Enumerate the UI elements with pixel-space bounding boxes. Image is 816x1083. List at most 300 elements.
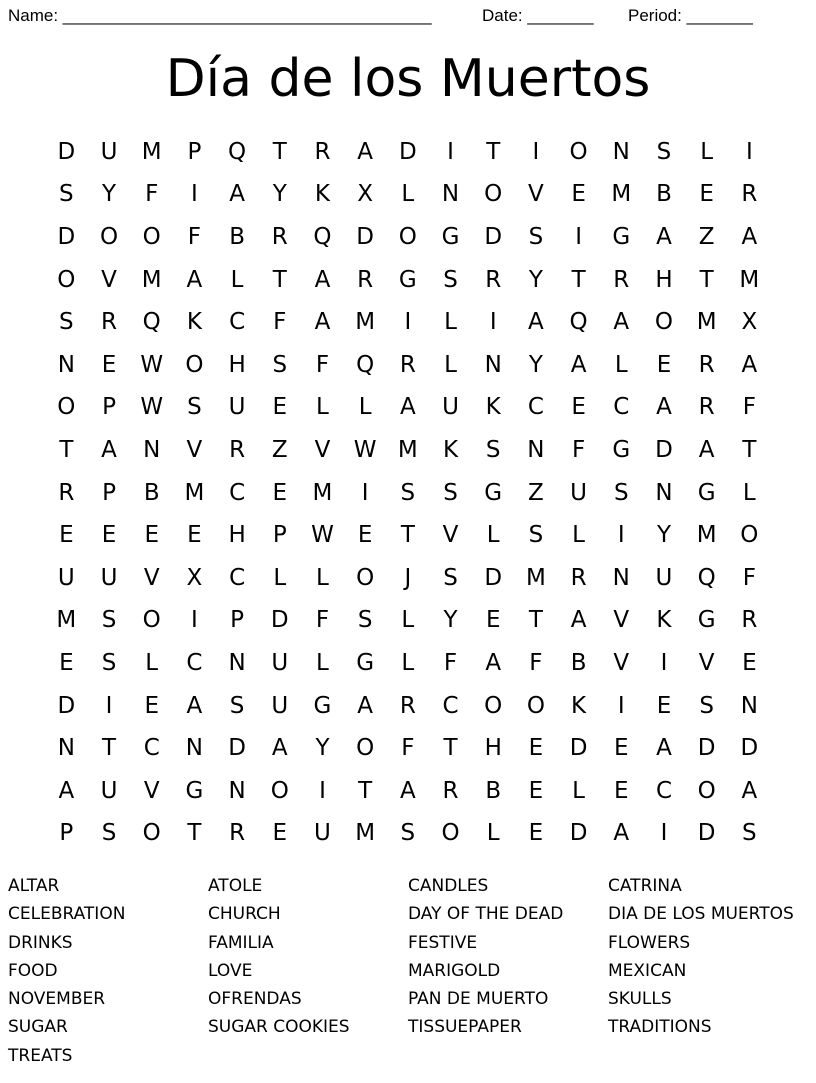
grid-letter[interactable]: S bbox=[528, 223, 544, 250]
grid-letter[interactable]: O bbox=[270, 777, 289, 804]
grid-letter[interactable]: R bbox=[101, 309, 118, 336]
grid-letter[interactable]: L bbox=[273, 564, 287, 591]
grid-letter[interactable]: C bbox=[186, 649, 203, 676]
grid-letter[interactable]: W bbox=[353, 436, 377, 463]
grid-letter[interactable]: L bbox=[401, 607, 415, 634]
grid-letter[interactable]: L bbox=[486, 820, 500, 847]
grid-letter[interactable]: E bbox=[571, 181, 586, 208]
grid-letter[interactable]: S bbox=[400, 479, 416, 506]
grid-letter[interactable]: M bbox=[141, 138, 162, 165]
grid-letter[interactable]: M bbox=[696, 309, 717, 336]
grid-letter[interactable]: V bbox=[442, 522, 459, 549]
grid-letter[interactable]: M bbox=[525, 564, 546, 591]
grid-letter[interactable]: N bbox=[740, 692, 758, 719]
grid-letter[interactable]: I bbox=[191, 181, 198, 208]
grid-letter[interactable]: L bbox=[572, 522, 585, 549]
grid-letter[interactable]: I bbox=[617, 522, 625, 549]
grid-letter[interactable]: M bbox=[696, 522, 717, 549]
word-list-item: MEXICAN bbox=[608, 960, 687, 981]
grid-letter[interactable]: O bbox=[484, 181, 503, 208]
grid-letter[interactable]: Q bbox=[313, 223, 332, 250]
grid-letter[interactable]: B bbox=[570, 649, 587, 676]
grid-letter[interactable]: M bbox=[397, 436, 418, 463]
grid-letter[interactable]: O bbox=[356, 564, 375, 591]
grid-letter[interactable]: Y bbox=[315, 735, 330, 762]
grid-letter[interactable]: A bbox=[357, 692, 374, 719]
grid-letter[interactable]: D bbox=[228, 735, 246, 762]
grid-letter[interactable]: M bbox=[739, 266, 760, 293]
word-list-item: DIA DE LOS MUERTOS bbox=[608, 904, 794, 925]
grid-letter[interactable]: G bbox=[612, 436, 631, 463]
grid-letter[interactable]: S bbox=[101, 607, 117, 634]
grid-letter[interactable]: A bbox=[186, 692, 203, 719]
grid-letter[interactable]: A bbox=[570, 351, 587, 378]
grid-letter[interactable]: S bbox=[443, 564, 458, 591]
grid-letter[interactable]: H bbox=[484, 735, 502, 762]
grid-letter[interactable]: G bbox=[313, 692, 332, 719]
grid-letter[interactable]: T bbox=[187, 820, 202, 847]
grid-letter[interactable]: J bbox=[404, 564, 412, 591]
grid-letter[interactable]: M bbox=[355, 309, 376, 336]
grid-letter[interactable]: D bbox=[655, 436, 673, 463]
grid-letter[interactable]: R bbox=[229, 436, 246, 463]
grid-letter[interactable]: T bbox=[272, 266, 287, 293]
grid-letter[interactable]: V bbox=[186, 436, 203, 463]
grid-letter[interactable]: E bbox=[357, 522, 373, 549]
grid-letter[interactable]: N bbox=[612, 564, 630, 591]
grid-letter[interactable]: S bbox=[187, 394, 202, 421]
grid-letter[interactable]: A bbox=[741, 351, 758, 378]
grid-letter[interactable]: V bbox=[101, 266, 117, 293]
grid-letter[interactable]: S bbox=[443, 479, 458, 506]
grid-letter[interactable]: R bbox=[570, 564, 587, 591]
grid-letter[interactable]: D bbox=[697, 735, 716, 762]
grid-letter[interactable]: U bbox=[570, 479, 588, 506]
grid-letter[interactable]: Q bbox=[356, 351, 375, 378]
grid-letter[interactable]: U bbox=[271, 649, 289, 676]
grid-letter[interactable]: C bbox=[229, 479, 246, 506]
grid-letter[interactable]: H bbox=[655, 266, 673, 293]
grid-letter[interactable]: M bbox=[184, 479, 205, 506]
grid-letter[interactable]: L bbox=[401, 181, 415, 208]
grid-letter[interactable]: L bbox=[614, 351, 628, 378]
grid-letter[interactable]: K bbox=[485, 394, 501, 421]
grid-letter[interactable]: D bbox=[740, 735, 759, 762]
grid-letter[interactable]: O bbox=[142, 820, 161, 847]
grid-letter[interactable]: G bbox=[356, 649, 375, 676]
grid-letter[interactable]: L bbox=[316, 564, 329, 591]
grid-letter[interactable]: Z bbox=[271, 436, 288, 463]
page-title: Día de los Muertos bbox=[165, 49, 651, 109]
grid-letter[interactable]: Q bbox=[142, 309, 161, 336]
grid-letter[interactable]: A bbox=[186, 266, 203, 293]
grid-letter[interactable]: Q bbox=[228, 138, 247, 165]
grid-letter[interactable]: A bbox=[741, 777, 758, 804]
grid-letter[interactable]: O bbox=[142, 223, 161, 250]
grid-letter[interactable]: A bbox=[698, 436, 715, 463]
grid-letter[interactable]: E bbox=[528, 735, 544, 762]
grid-letter[interactable]: E bbox=[528, 820, 544, 847]
grid-letter[interactable]: S bbox=[613, 479, 629, 506]
grid-letter[interactable]: C bbox=[655, 777, 672, 804]
grid-letter[interactable]: A bbox=[485, 649, 502, 676]
grid-letter[interactable]: O bbox=[740, 522, 759, 549]
grid-letter[interactable]: R bbox=[741, 607, 758, 634]
grid-letter[interactable]: I bbox=[617, 692, 625, 719]
grid-letter[interactable]: K bbox=[571, 692, 587, 719]
grid-letter[interactable]: O bbox=[654, 309, 674, 336]
grid-letter[interactable]: A bbox=[314, 266, 331, 293]
grid-letter[interactable]: V bbox=[698, 649, 715, 676]
grid-letter[interactable]: S bbox=[742, 820, 757, 847]
grid-letter[interactable]: A bbox=[357, 138, 374, 165]
grid-letter[interactable]: O bbox=[569, 138, 588, 165]
grid-letter[interactable]: K bbox=[186, 309, 202, 336]
grid-letter[interactable]: R bbox=[741, 181, 758, 208]
grid-letter[interactable]: P bbox=[102, 479, 116, 506]
grid-letter[interactable]: S bbox=[400, 820, 416, 847]
grid-letter[interactable]: Y bbox=[443, 607, 458, 634]
grid-letter[interactable]: V bbox=[143, 564, 160, 591]
grid-letter[interactable]: N bbox=[527, 436, 545, 463]
grid-letter[interactable]: D bbox=[57, 692, 76, 719]
grid-letter[interactable]: U bbox=[271, 692, 289, 719]
grid-letter[interactable]: D bbox=[569, 820, 588, 847]
grid-letter[interactable]: L bbox=[358, 394, 372, 421]
grid-letter[interactable]: I bbox=[319, 777, 326, 804]
grid-letter[interactable]: E bbox=[571, 394, 586, 421]
grid-letter[interactable]: I bbox=[660, 649, 668, 676]
grid-letter[interactable]: F bbox=[315, 351, 330, 378]
grid-letter[interactable]: M bbox=[355, 820, 376, 847]
grid-letter[interactable]: D bbox=[57, 223, 76, 250]
grid-letter[interactable]: L bbox=[145, 649, 159, 676]
grid-letter[interactable]: A bbox=[741, 223, 758, 250]
grid-letter[interactable]: T bbox=[571, 266, 586, 293]
grid-letter[interactable]: A bbox=[229, 181, 245, 208]
grid-letter[interactable]: Y bbox=[102, 181, 117, 208]
grid-letter[interactable]: P bbox=[187, 138, 202, 165]
grid-letter[interactable]: V bbox=[143, 777, 160, 804]
grid-letter[interactable]: S bbox=[59, 309, 74, 336]
grid-letter[interactable]: R bbox=[58, 479, 75, 506]
grid-letter[interactable]: E bbox=[614, 777, 629, 804]
grid-letter[interactable]: X bbox=[186, 564, 203, 591]
grid-letter[interactable]: T bbox=[443, 735, 458, 762]
grid-letter[interactable]: D bbox=[57, 138, 76, 165]
grid-letter[interactable]: R bbox=[271, 223, 288, 250]
grid-letter[interactable]: A bbox=[101, 436, 117, 463]
grid-letter[interactable]: T bbox=[102, 735, 117, 762]
grid-letter[interactable]: T bbox=[358, 777, 373, 804]
grid-letter[interactable]: L bbox=[572, 777, 585, 804]
grid-letter[interactable]: P bbox=[59, 820, 74, 847]
grid-letter[interactable]: L bbox=[742, 479, 756, 506]
grid-letter[interactable]: L bbox=[316, 649, 329, 676]
date-field: Date: _______ bbox=[482, 6, 594, 25]
name-field: Name: _______________________________________ bbox=[8, 6, 432, 25]
grid-letter[interactable]: U bbox=[655, 564, 673, 591]
grid-letter[interactable]: V bbox=[613, 649, 630, 676]
grid-letter[interactable]: D bbox=[484, 223, 503, 250]
grid-letter[interactable]: O bbox=[185, 351, 204, 378]
grid-letter[interactable]: L bbox=[700, 138, 714, 165]
grid-letter[interactable]: L bbox=[230, 266, 244, 293]
grid-letter[interactable]: S bbox=[272, 351, 288, 378]
grid-letter[interactable]: N bbox=[143, 436, 161, 463]
grid-letter[interactable]: M bbox=[56, 607, 77, 634]
grid-letter[interactable]: U bbox=[100, 138, 118, 165]
grid-letter[interactable]: I bbox=[447, 138, 454, 165]
grid-letter[interactable]: A bbox=[271, 735, 288, 762]
grid-letter[interactable]: B bbox=[229, 223, 245, 250]
word-list-item: TREATS bbox=[8, 1045, 73, 1066]
grid-letter[interactable]: G bbox=[697, 479, 716, 506]
grid-letter[interactable]: D bbox=[356, 223, 375, 250]
grid-letter[interactable]: I bbox=[489, 309, 497, 336]
grid-letter[interactable]: S bbox=[59, 181, 74, 208]
grid-letter[interactable]: K bbox=[656, 607, 672, 634]
grid-letter[interactable]: T bbox=[528, 607, 543, 634]
grid-letter[interactable]: F bbox=[529, 649, 543, 676]
grid-letter[interactable]: X bbox=[741, 309, 758, 336]
grid-letter[interactable]: D bbox=[270, 607, 289, 634]
grid-letter[interactable]: A bbox=[314, 309, 331, 336]
grid-letter[interactable]: G bbox=[484, 479, 503, 506]
grid-letter[interactable]: L bbox=[444, 351, 457, 378]
grid-letter[interactable]: E bbox=[742, 649, 757, 676]
grid-letter[interactable]: G bbox=[612, 223, 631, 250]
grid-letter[interactable]: A bbox=[528, 309, 544, 336]
grid-letter[interactable]: O bbox=[57, 266, 76, 293]
grid-letter[interactable]: N bbox=[185, 735, 204, 762]
grid-letter[interactable]: M bbox=[141, 266, 162, 293]
grid-letter[interactable]: F bbox=[571, 436, 586, 463]
grid-letter[interactable]: U bbox=[442, 394, 459, 421]
grid-letter[interactable]: C bbox=[229, 564, 246, 591]
word-list-item: DAY OF THE DEAD bbox=[408, 904, 564, 925]
grid-letter[interactable]: U bbox=[228, 394, 246, 421]
grid-letter[interactable]: R bbox=[357, 266, 374, 293]
grid-letter[interactable]: Y bbox=[528, 266, 543, 293]
grid-letter[interactable]: L bbox=[401, 649, 415, 676]
grid-letter[interactable]: M bbox=[611, 181, 632, 208]
grid-letter[interactable]: R bbox=[399, 351, 416, 378]
grid-letter[interactable]: Y bbox=[272, 181, 287, 208]
grid-letter[interactable]: O bbox=[99, 223, 119, 250]
grid-letter[interactable]: A bbox=[399, 394, 416, 421]
grid-letter[interactable]: A bbox=[613, 820, 630, 847]
grid-letter[interactable]: F bbox=[273, 309, 287, 336]
grid-letter[interactable]: A bbox=[656, 394, 672, 421]
grid-letter[interactable]: X bbox=[357, 181, 374, 208]
grid-letter[interactable]: E bbox=[699, 181, 714, 208]
grid-letter[interactable]: O bbox=[441, 820, 460, 847]
grid-letter[interactable]: T bbox=[59, 436, 74, 463]
grid-letter[interactable]: R bbox=[229, 820, 246, 847]
grid-letter[interactable]: B bbox=[143, 479, 160, 506]
grid-letter[interactable]: F bbox=[315, 607, 330, 634]
grid-letter[interactable]: C bbox=[442, 692, 459, 719]
grid-letter[interactable]: N bbox=[57, 735, 75, 762]
grid-letter[interactable]: Y bbox=[656, 522, 671, 549]
grid-letter[interactable]: G bbox=[697, 607, 716, 634]
grid-letter[interactable]: E bbox=[528, 777, 544, 804]
grid-letter[interactable]: E bbox=[101, 351, 117, 378]
grid-letter[interactable]: E bbox=[187, 522, 202, 549]
grid-letter[interactable]: R bbox=[698, 394, 715, 421]
grid-letter[interactable]: N bbox=[57, 351, 75, 378]
grid-letter[interactable]: N bbox=[441, 181, 460, 208]
grid-letter[interactable]: S bbox=[699, 692, 714, 719]
grid-letter[interactable]: D bbox=[398, 138, 417, 165]
grid-letter[interactable]: P bbox=[230, 607, 245, 634]
grid-letter[interactable]: C bbox=[143, 735, 160, 762]
grid-letter[interactable]: Z bbox=[528, 479, 544, 506]
word-list-item: TISSUEPAPER bbox=[408, 1017, 522, 1038]
period-field: Period: _______ bbox=[628, 6, 753, 25]
grid-letter[interactable]: C bbox=[613, 394, 630, 421]
grid-letter[interactable]: K bbox=[314, 181, 331, 208]
grid-letter[interactable]: I bbox=[361, 479, 369, 506]
grid-letter[interactable]: F bbox=[742, 394, 756, 421]
grid-letter[interactable]: F bbox=[187, 223, 202, 250]
grid-letter[interactable]: A bbox=[613, 309, 630, 336]
grid-letter[interactable]: Y bbox=[528, 351, 543, 378]
grid-letter[interactable]: C bbox=[527, 394, 544, 421]
grid-letter[interactable]: S bbox=[101, 649, 117, 676]
grid-letter[interactable]: G bbox=[398, 266, 417, 293]
grid-letter[interactable]: N bbox=[612, 138, 630, 165]
grid-letter[interactable]: B bbox=[485, 777, 502, 804]
grid-letter[interactable]: N bbox=[228, 777, 246, 804]
grid-letter[interactable]: K bbox=[442, 436, 459, 463]
grid-letter[interactable]: N bbox=[655, 479, 673, 506]
word-list-item: FAMILIA bbox=[208, 932, 274, 953]
grid-letter[interactable]: T bbox=[272, 138, 287, 165]
grid-letter[interactable]: A bbox=[656, 735, 672, 762]
grid-letter[interactable]: W bbox=[311, 522, 334, 549]
grid-letter[interactable]: R bbox=[698, 351, 715, 378]
grid-letter[interactable]: S bbox=[656, 138, 672, 165]
grid-letter[interactable]: N bbox=[484, 351, 502, 378]
grid-letter[interactable]: R bbox=[613, 266, 630, 293]
grid-letter[interactable]: O bbox=[697, 777, 716, 804]
grid-letter[interactable]: V bbox=[528, 181, 544, 208]
grid-letter[interactable]: U bbox=[314, 820, 331, 847]
grid-letter[interactable]: A bbox=[399, 777, 416, 804]
grid-letter[interactable]: E bbox=[101, 522, 117, 549]
grid-letter[interactable]: D bbox=[484, 564, 503, 591]
grid-letter[interactable]: G bbox=[441, 223, 460, 250]
grid-letter[interactable]: S bbox=[443, 266, 458, 293]
grid-letter[interactable]: V bbox=[314, 436, 331, 463]
grid-letter[interactable]: E bbox=[59, 522, 74, 549]
grid-letter[interactable]: C bbox=[229, 309, 246, 336]
grid-letter[interactable]: R bbox=[485, 266, 502, 293]
grid-letter[interactable]: O bbox=[142, 607, 161, 634]
word-list-item: TRADITIONS bbox=[608, 1017, 712, 1038]
grid-letter[interactable]: E bbox=[144, 522, 159, 549]
grid-letter[interactable]: L bbox=[486, 522, 500, 549]
grid-letter[interactable]: O bbox=[356, 735, 375, 762]
grid-letter[interactable]: W bbox=[140, 394, 164, 421]
grid-letter[interactable]: L bbox=[316, 394, 329, 421]
grid-letter[interactable]: E bbox=[272, 820, 288, 847]
grid-letter[interactable]: Q bbox=[697, 564, 716, 591]
grid-letter[interactable]: W bbox=[140, 351, 164, 378]
grid-letter[interactable]: T bbox=[486, 138, 501, 165]
grid-letter[interactable]: V bbox=[613, 607, 630, 634]
grid-letter[interactable]: M bbox=[312, 479, 333, 506]
grid-letter[interactable]: A bbox=[58, 777, 75, 804]
grid-letter[interactable]: I bbox=[105, 692, 113, 719]
grid-letter[interactable]: F bbox=[145, 181, 159, 208]
grid-letter[interactable]: O bbox=[57, 394, 76, 421]
grid-letter[interactable]: T bbox=[699, 266, 714, 293]
grid-letter[interactable]: E bbox=[614, 735, 629, 762]
grid-letter[interactable]: O bbox=[484, 692, 503, 719]
grid-letter[interactable]: T bbox=[400, 522, 415, 549]
grid-letter[interactable]: R bbox=[442, 777, 459, 804]
grid-letter[interactable]: I bbox=[532, 138, 540, 165]
grid-letter[interactable]: Q bbox=[569, 309, 588, 336]
grid-letter[interactable]: S bbox=[357, 607, 373, 634]
grid-letter[interactable]: B bbox=[656, 181, 672, 208]
grid-letter[interactable]: A bbox=[570, 607, 587, 634]
grid-letter[interactable]: E bbox=[656, 351, 672, 378]
grid-letter[interactable]: S bbox=[528, 522, 544, 549]
grid-letter[interactable]: I bbox=[191, 607, 198, 634]
grid-letter[interactable]: E bbox=[144, 692, 159, 719]
grid-letter[interactable]: E bbox=[272, 479, 288, 506]
grid-letter[interactable]: D bbox=[569, 735, 588, 762]
grid-letter[interactable]: O bbox=[398, 223, 417, 250]
grid-letter[interactable]: F bbox=[443, 649, 458, 676]
grid-letter[interactable]: R bbox=[399, 692, 416, 719]
grid-letter[interactable]: G bbox=[185, 777, 204, 804]
grid-letter[interactable]: I bbox=[745, 138, 753, 165]
grid-letter[interactable]: U bbox=[100, 777, 118, 804]
grid-letter[interactable]: U bbox=[57, 564, 75, 591]
grid-letter[interactable]: E bbox=[272, 394, 288, 421]
grid-letter[interactable]: R bbox=[314, 138, 331, 165]
grid-letter[interactable]: S bbox=[229, 692, 245, 719]
grid-letter[interactable]: H bbox=[228, 522, 246, 549]
grid-letter[interactable]: L bbox=[444, 309, 457, 336]
grid-letter[interactable]: T bbox=[742, 436, 757, 463]
grid-letter[interactable]: H bbox=[228, 351, 246, 378]
grid-letter[interactable]: A bbox=[656, 223, 672, 250]
grid-letter[interactable]: I bbox=[404, 309, 412, 336]
grid-letter[interactable]: S bbox=[101, 820, 117, 847]
grid-letter[interactable]: S bbox=[485, 436, 501, 463]
grid-letter[interactable]: Z bbox=[698, 223, 715, 250]
grid-letter[interactable]: I bbox=[575, 223, 582, 250]
grid-letter[interactable]: F bbox=[742, 564, 756, 591]
grid-letter[interactable]: P bbox=[272, 522, 287, 549]
grid-letter[interactable]: P bbox=[102, 394, 116, 421]
grid-letter[interactable]: F bbox=[401, 735, 415, 762]
grid-letter[interactable]: E bbox=[485, 607, 501, 634]
grid-letter[interactable]: I bbox=[660, 820, 668, 847]
grid-letter[interactable]: U bbox=[100, 564, 118, 591]
grid-letter[interactable]: D bbox=[697, 820, 716, 847]
grid-letter[interactable]: E bbox=[59, 649, 74, 676]
grid-letter[interactable]: N bbox=[228, 649, 246, 676]
grid-letter[interactable]: O bbox=[526, 692, 545, 719]
grid-letter[interactable]: E bbox=[656, 692, 672, 719]
